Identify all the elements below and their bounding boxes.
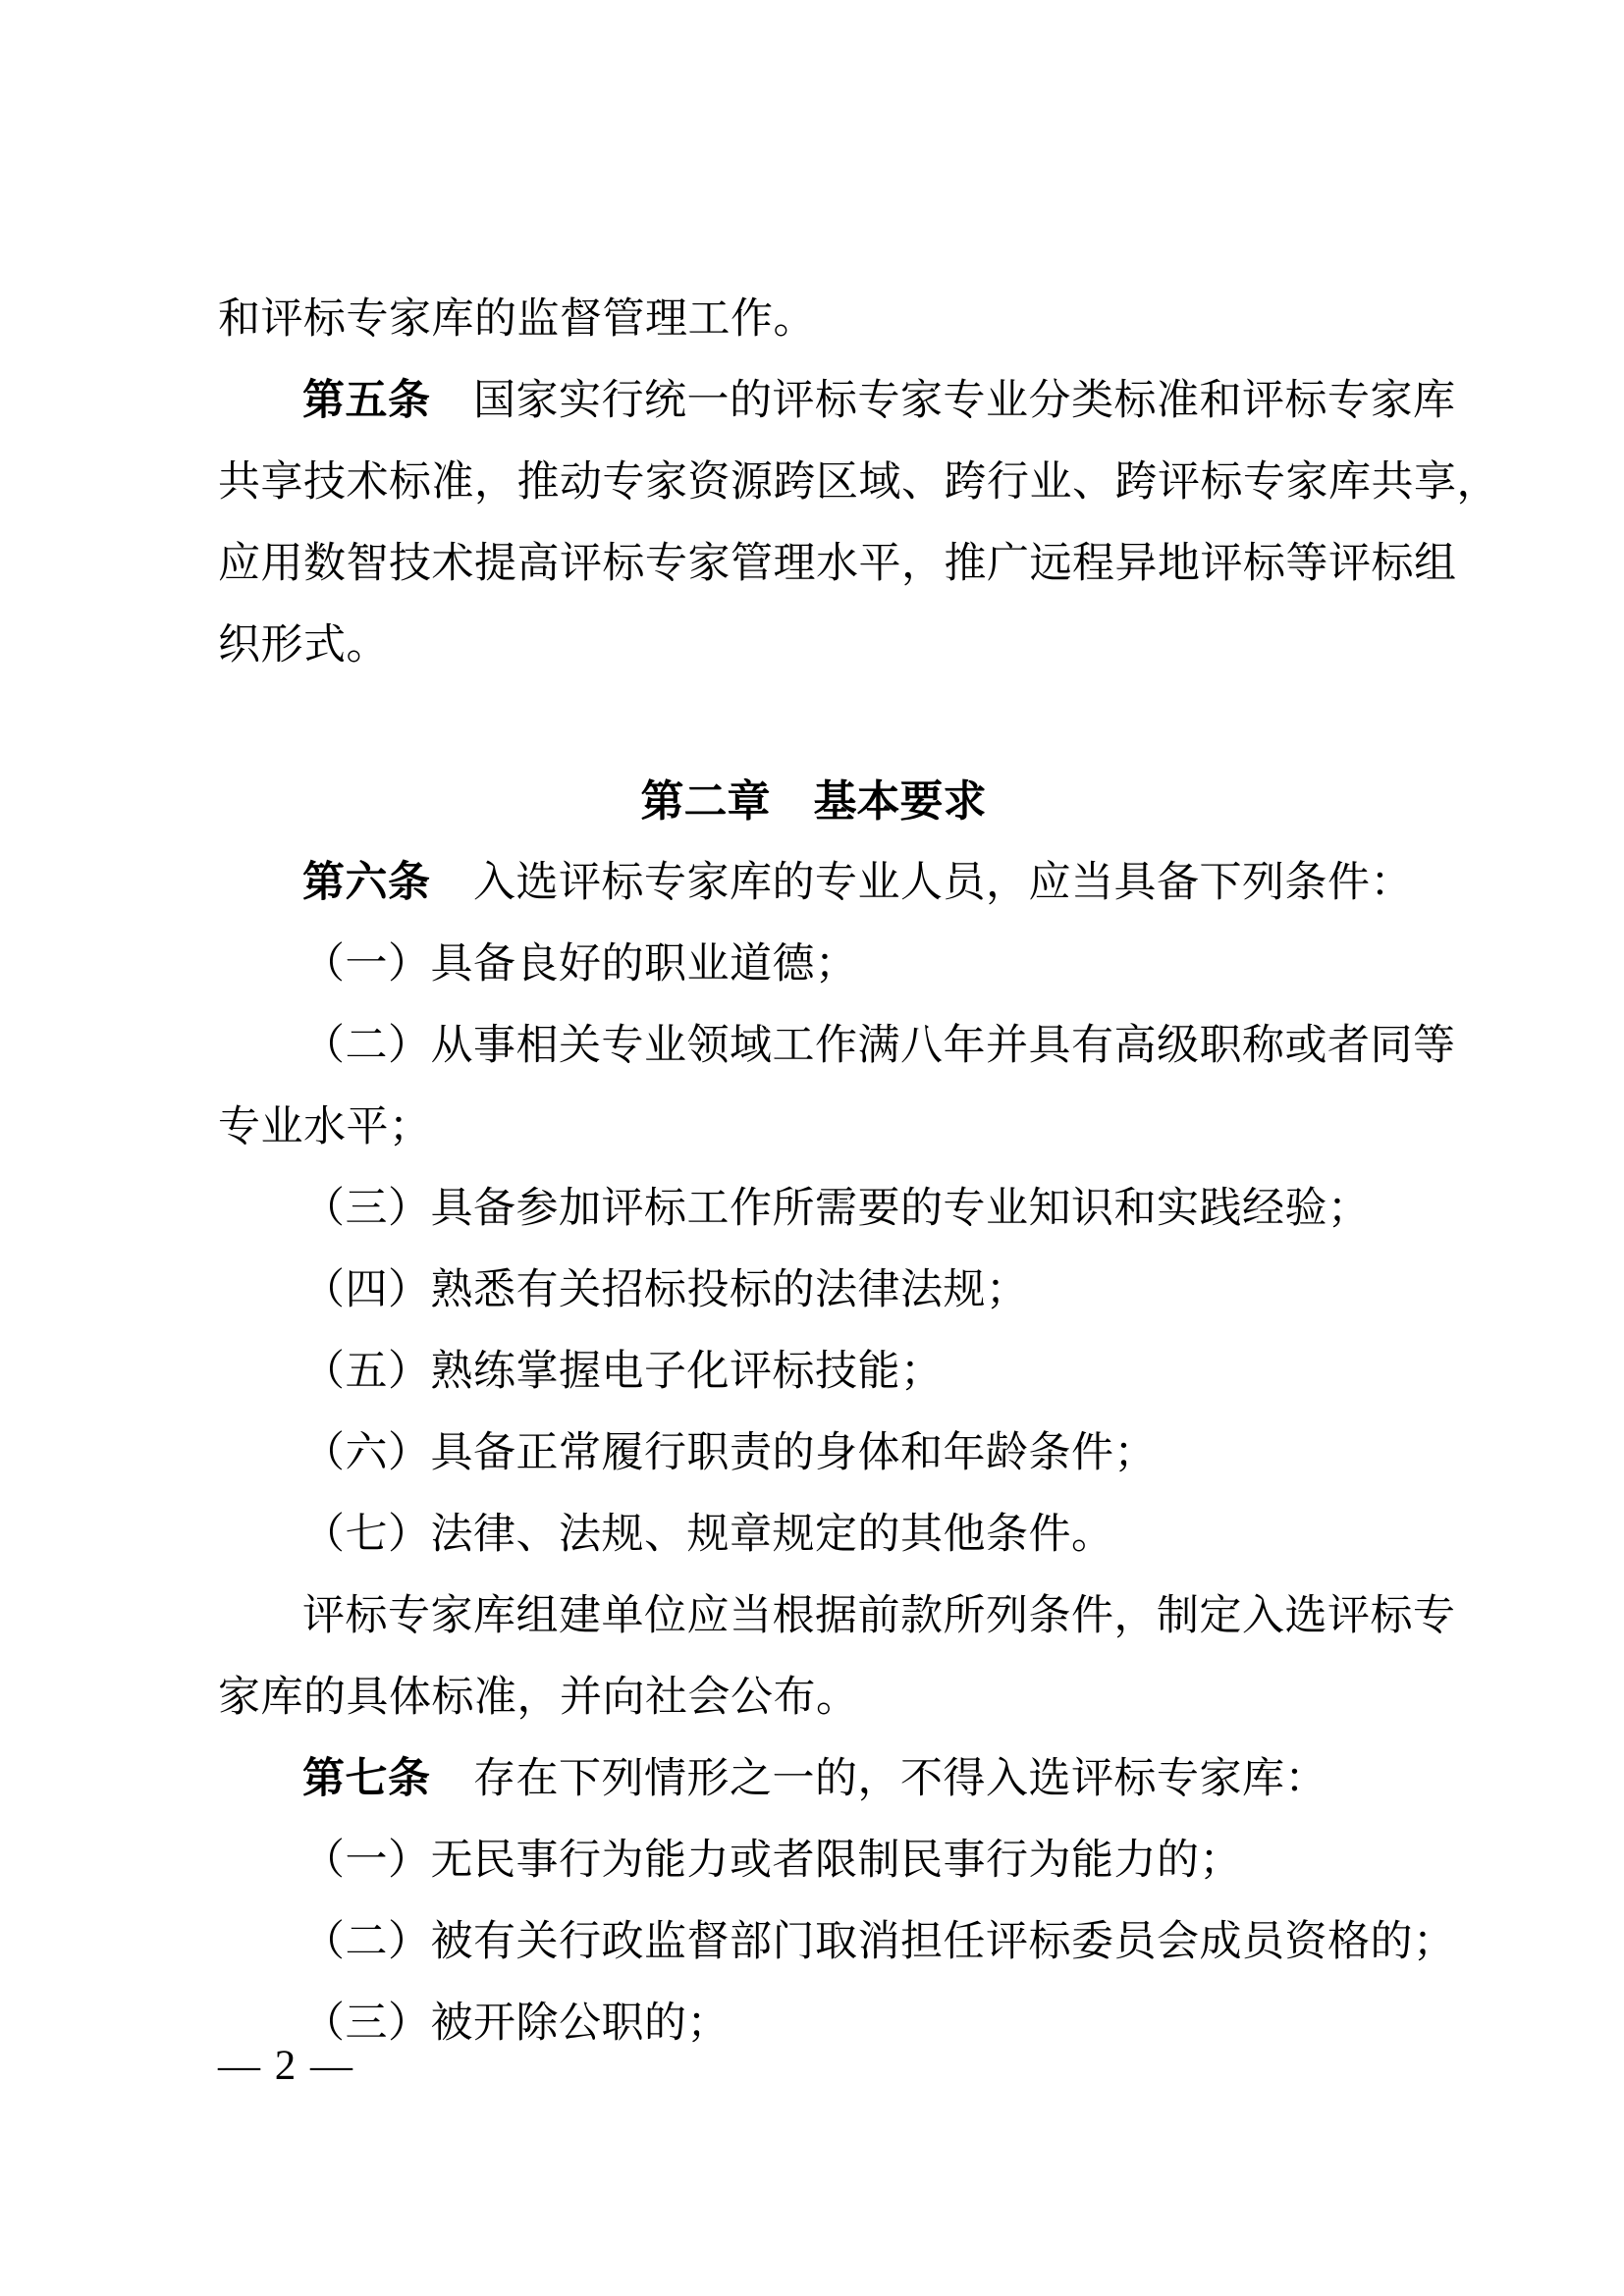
document-line — [218, 1901, 1456, 1983]
document-line — [218, 1168, 1409, 1250]
article-number: 第六条 — [302, 859, 431, 906]
document-line — [218, 1087, 1409, 1168]
document-line — [218, 605, 1409, 686]
document-line — [218, 279, 1409, 360]
document-line — [218, 360, 1456, 442]
page-number: — 2 — — [218, 2043, 354, 2089]
document-line — [218, 1820, 1409, 1901]
text-run: 入选评标专家库的专业人员，应当具备下列条件： — [430, 860, 1413, 906]
document-line — [218, 924, 1409, 1005]
chapter-heading — [218, 761, 1409, 842]
text-run: （三）被开除公职的； — [302, 2001, 730, 2047]
document-line — [218, 842, 1413, 924]
text-run: 国家实行统一的评标专家专业分类标准和评标专家库 — [430, 378, 1456, 424]
text-run: 织形式。 — [218, 622, 389, 668]
document-line — [218, 1250, 1409, 1331]
document-line — [218, 1413, 1409, 1494]
text-run: （二）从事相关专业领域工作满八年并具有高级职称或者同等 — [302, 1023, 1456, 1069]
text-run: （一）无民事行为能力或者限制民事行为能力的； — [302, 1838, 1242, 1884]
document-line — [218, 1005, 1456, 1087]
text-run: （七）法律、法规、规章规定的其他条件。 — [302, 1512, 1114, 1558]
text-run: 第二章 基本要求 — [640, 777, 987, 826]
text-run: （六）具备正常履行职责的身体和年龄条件； — [302, 1430, 1157, 1476]
article-number: 第七条 — [302, 1755, 431, 1802]
text-run: 和评标专家库的监督管理工作。 — [218, 296, 816, 343]
document-line — [218, 1575, 1456, 1657]
text-run: 家库的具体标准，并向社会公布。 — [218, 1675, 859, 1721]
text-run: 专业水平； — [218, 1104, 432, 1150]
text-run: 共享技术标准，推动专家资源跨区域、跨行业、跨评标专家库共享， — [218, 459, 1499, 506]
text-run: （二）被有关行政监督部门取消担任评标委员会成员资格的； — [302, 1919, 1456, 1965]
document-line — [218, 523, 1457, 605]
text-run: 存在下列情形之一的，不得入选评标专家库： — [430, 1756, 1327, 1802]
document-body — [218, 279, 1499, 2064]
text-run: 评标专家库组建单位应当根据前款所列条件，制定入选评标专 — [302, 1593, 1456, 1639]
text-run: 应用数智技术提高评标专家管理水平，推广远程异地评标等评标组 — [218, 541, 1457, 587]
text-run: （三）具备参加评标工作所需要的专业知识和实践经验； — [302, 1186, 1371, 1232]
document-line — [218, 1331, 1409, 1413]
document-line — [218, 1494, 1409, 1575]
document-line — [218, 1983, 1409, 2064]
document-line — [218, 1657, 1409, 1738]
text-run: （五）熟练掌握电子化评标技能； — [302, 1349, 944, 1395]
text-run: （四）熟悉有关招标投标的法律法规； — [302, 1267, 1029, 1313]
document-line — [218, 1738, 1409, 1820]
document-line — [218, 442, 1499, 523]
article-number: 第五条 — [302, 377, 431, 424]
text-run: （一）具备良好的职业道德； — [302, 941, 858, 988]
